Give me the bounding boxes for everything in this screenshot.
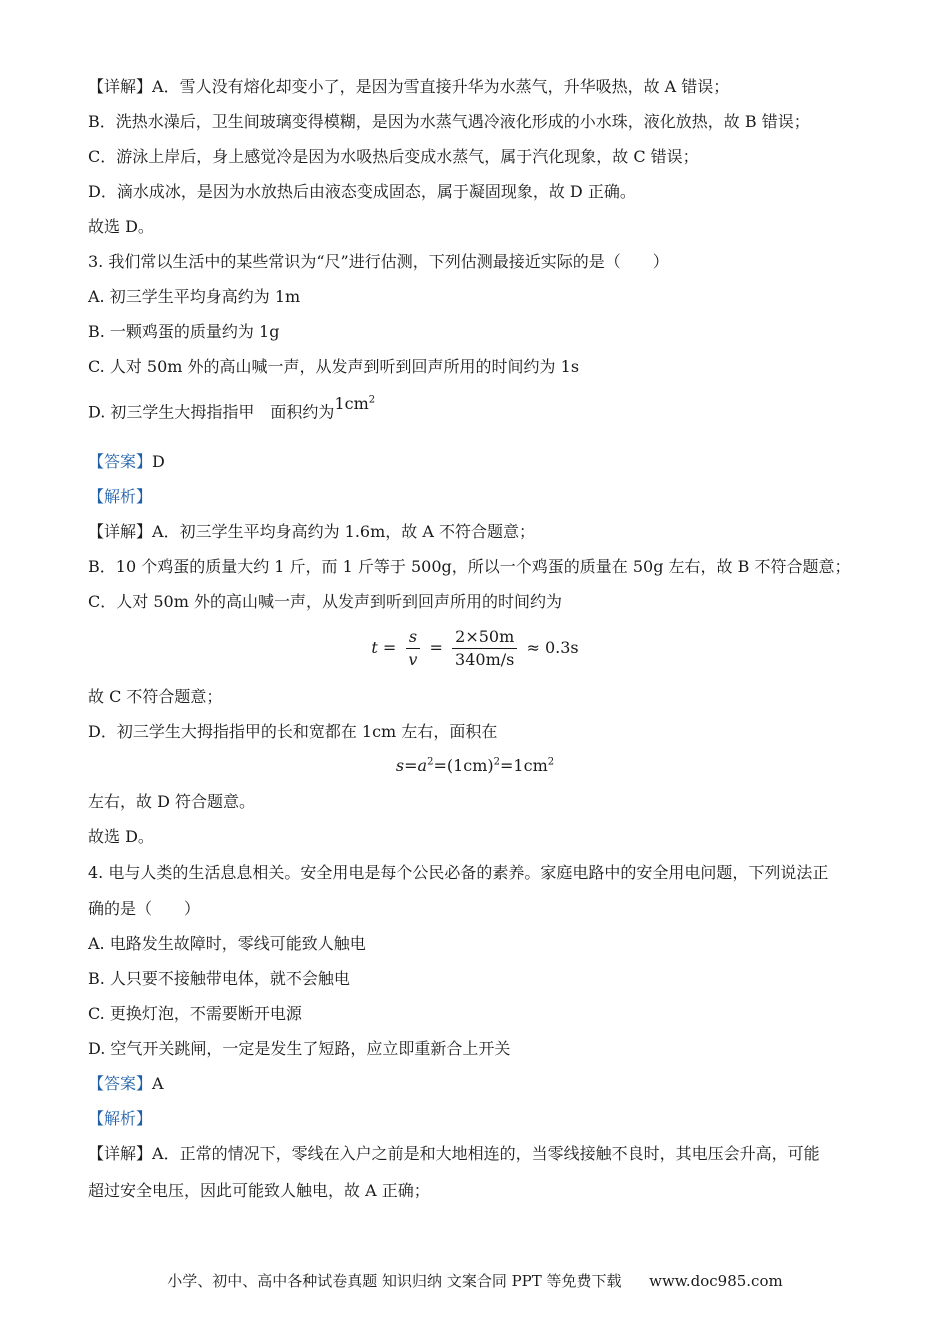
q4-stem-line2: 确的是（ ） — [88, 899, 201, 918]
q3-option-c: C. 人对 50m 外的高山喊一声，从发声到听到回声所用的时间约为 1s — [88, 357, 580, 376]
q4-option-c: C. 更换灯泡，不需要断开电源 — [88, 1004, 302, 1023]
q3-analysis-tag: 【解析】 — [88, 487, 153, 506]
q3-time-formula: t = $\frac{s}{v}$ = $\frac{2\times 50m}{340m/s}$ ≈ 0.3s — [371, 627, 579, 669]
footer-url[interactable]: www.doc985.com — [649, 1272, 783, 1290]
q3-area-formula: $s=a^2=(1cm)^2=1cm^2$ — [395, 756, 555, 775]
q3-detail-b: B．10 个鸡蛋的质量大约 1 斤，而 1 斤等于 500g，所以一个鸡蛋的质量在 50g 左右，故 B 不符合题意； — [88, 557, 851, 576]
q3-option-a: A. 初三学生平均身高约为 1m — [88, 287, 301, 306]
q3-c-conclusion: 故 C 不符合题意； — [88, 687, 223, 706]
answer-tag: 【答案】 — [88, 452, 153, 471]
q3-d-conclusion: 左右，故 D 符合题意。 — [88, 792, 256, 811]
detail-tag: 【详解】 — [88, 522, 153, 541]
footer-text: 小学、初中、高中各种试卷真题 知识归纳 文案合同 PPT 等免费下载 — [167, 1272, 622, 1290]
q3-detail-d: D．初三学生大拇指指甲的长和宽都在 1cm 左右，面积在 — [88, 722, 498, 741]
formula-fraction-s-over-v: $\frac{s}{v}$ — [405, 626, 420, 671]
q4-stem-line1: 4. 电与人类的生活息息相关。安全用电是每个公民必备的素养。家庭电路中的安全用电问题，下列说法正 — [88, 863, 829, 882]
q3-stem: 3. 我们常以生活中的某些常识为“尺”进行估测，下列估测最接近实际的是（ ） — [88, 252, 669, 271]
q2-detail-a: 【详解】A．雪人没有熔化却变小了，是因为雪直接升华为水蒸气，升华吸热，故 A 错误； — [88, 77, 730, 96]
q3-detail-c: C．人对 50m 外的高山喊一声，从发声到听到回声所用的时间约为 — [88, 592, 562, 611]
q2-detail-c: C．游泳上岸后，身上感觉冷是因为水吸热后变成水蒸气，属于汽化现象，故 C 错误； — [88, 147, 699, 166]
q2-detail-b: B．洗热水澡后，卫生间玻璃变得模糊，是因为水蒸气遇冷液化形成的小水珠，液化放热，故 B 错误； — [88, 112, 810, 131]
q3-detail-a: 【详解】A．初三学生平均身高约为 1.6m，故 A 不符合题意； — [88, 522, 536, 541]
q4-option-a: A. 电路发生故障时，零线可能致人触电 — [88, 934, 366, 953]
q4-answer: 【答案】A — [88, 1074, 164, 1093]
q4-detail-a-line1: 【详解】A．正常的情况下，零线在入户之前是和大地相连的，当零线接触不良时，其电压会升高，可能 — [88, 1144, 820, 1163]
page-footer — [0, 1270, 950, 1291]
q4-option-b: B. 人只要不接触带电体，就不会触电 — [88, 969, 350, 988]
q2-conclusion: 故选 D。 — [88, 217, 154, 236]
q4-option-d: D. 空气开关跳闸，一定是发生了短路，应立即重新合上开关 — [88, 1039, 511, 1058]
q3-option-b: B. 一颗鸡蛋的质量约为 1g — [88, 322, 280, 341]
q3-option-d-value: $1cm^2$ — [334, 394, 376, 414]
q3-answer: 【答案】D — [88, 452, 165, 471]
q3-conclusion: 故选 D。 — [88, 827, 154, 846]
answer-tag: 【答案】 — [88, 1074, 153, 1093]
q4-detail-a-line2: 超过安全电压，因此可能致人触电，故 A 正确； — [88, 1181, 430, 1200]
detail-tag: 【详解】 — [88, 1144, 153, 1163]
q2-detail-d: D．滴水成冰，是因为水放热后由液态变成固态，属于凝固现象，故 D 正确。 — [88, 182, 636, 201]
q3-option-d: D. 初三学生大拇指指甲 面积约为$1cm^2$ — [88, 394, 376, 422]
detail-tag: 【详解】 — [88, 77, 153, 96]
formula-fraction-distance-over-speed: $\frac{2\times 50m}{340m/s}$ — [452, 626, 517, 671]
q4-analysis-tag: 【解析】 — [88, 1109, 153, 1128]
